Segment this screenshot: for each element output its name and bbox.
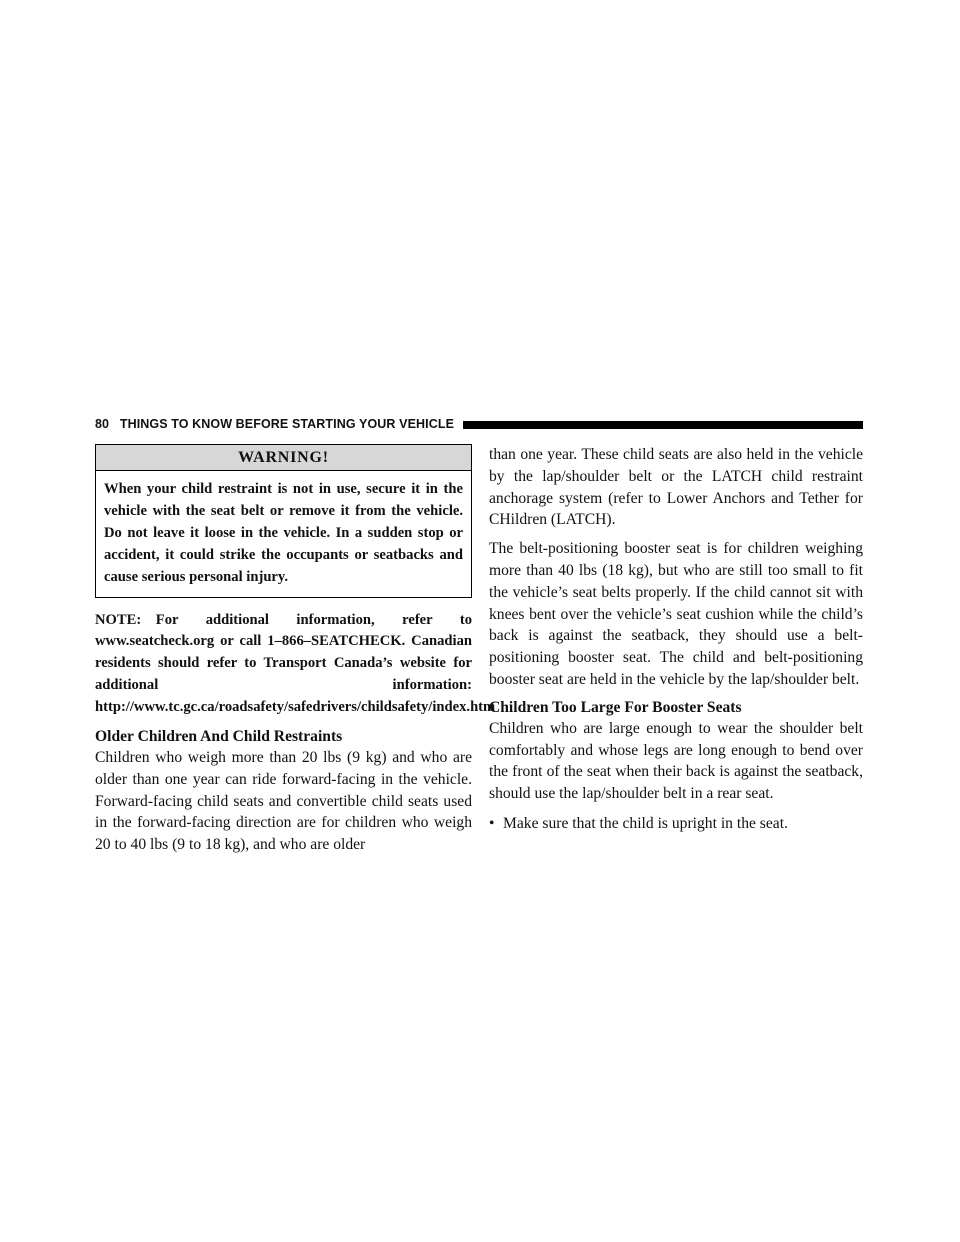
left-column: [95, 444, 496, 863]
header-text: [95, 417, 462, 431]
note-text: NOTE: For additional information, refer to www.seatcheck.org or call 1–866–SEATCHECK. Canadian residents should refer to Transport Canada’s website for additional information: http://www.tc.gc.ca/roadsafety/safedrivers/childsafety/index.htm: [95, 611, 496, 716]
bullet-text: Make sure that the child is upright in the seat.: [503, 814, 788, 832]
section-title: THINGS TO KNOW BEFORE STARTING YOUR VEHICLE: [119, 417, 455, 431]
bullet-icon: •: [489, 814, 495, 832]
warning-box: [95, 444, 472, 598]
heading-older-children: Older Children And Child Restraints: [95, 728, 343, 746]
paragraph-booster-seat: The belt-positioning booster seat is for children weighing more than 40 lbs (18 kg), but who are still too small to fit the vehicle’s seat belts properly. If the child cannot sit with knees bent over the vehicle’s seat cushion while the child’s back is against the seatback, they should use a belt-positioning booster seat. The child and belt-positioning booster seat are held in the vehicle by the lap/shoulder belt.: [489, 540, 863, 688]
paragraph-children-too-large: Children who are large enough to wear the shoulder belt comfortably and whose legs are long enough to bend over the front of the seat when their back is against the seatback, should use the lap/shoulder belt in a rear seat.: [489, 719, 863, 803]
warning-text: When your child restraint is not in use, secure it in the vehicle with the seat belt or remove it from the vehicle. Do not leave it loose in the vehicle. In a sudden stop or accident, it could strike the occupants or seatbacks and cause serious personal injury.: [104, 481, 463, 585]
paragraph-continuation: than one year. These child seats are also held in the vehicle by the lap/shoulder belt or the LATCH child restraint anchorage system (refer to Lower Anchors and Tether for CHildren (LATCH).: [489, 446, 863, 529]
list-item: [489, 813, 863, 835]
heading-children-too-large: Children Too Large For Booster Seats: [489, 698, 742, 716]
header-rule: [463, 421, 863, 429]
page-number: 80: [95, 417, 110, 431]
right-column: [489, 444, 863, 835]
page-header: [95, 418, 863, 432]
warning-title: WARNING!: [96, 445, 471, 471]
paragraph-older-children: Children who weigh more than 20 lbs (9 kg) and who are older than one year can ride forward-facing in the vehicle. Forward-facing child seats and convertible child seats used in the forward-facing direction are for children who weigh 20 to 40 lbs (9 to 18 kg), and who are older: [95, 749, 472, 854]
